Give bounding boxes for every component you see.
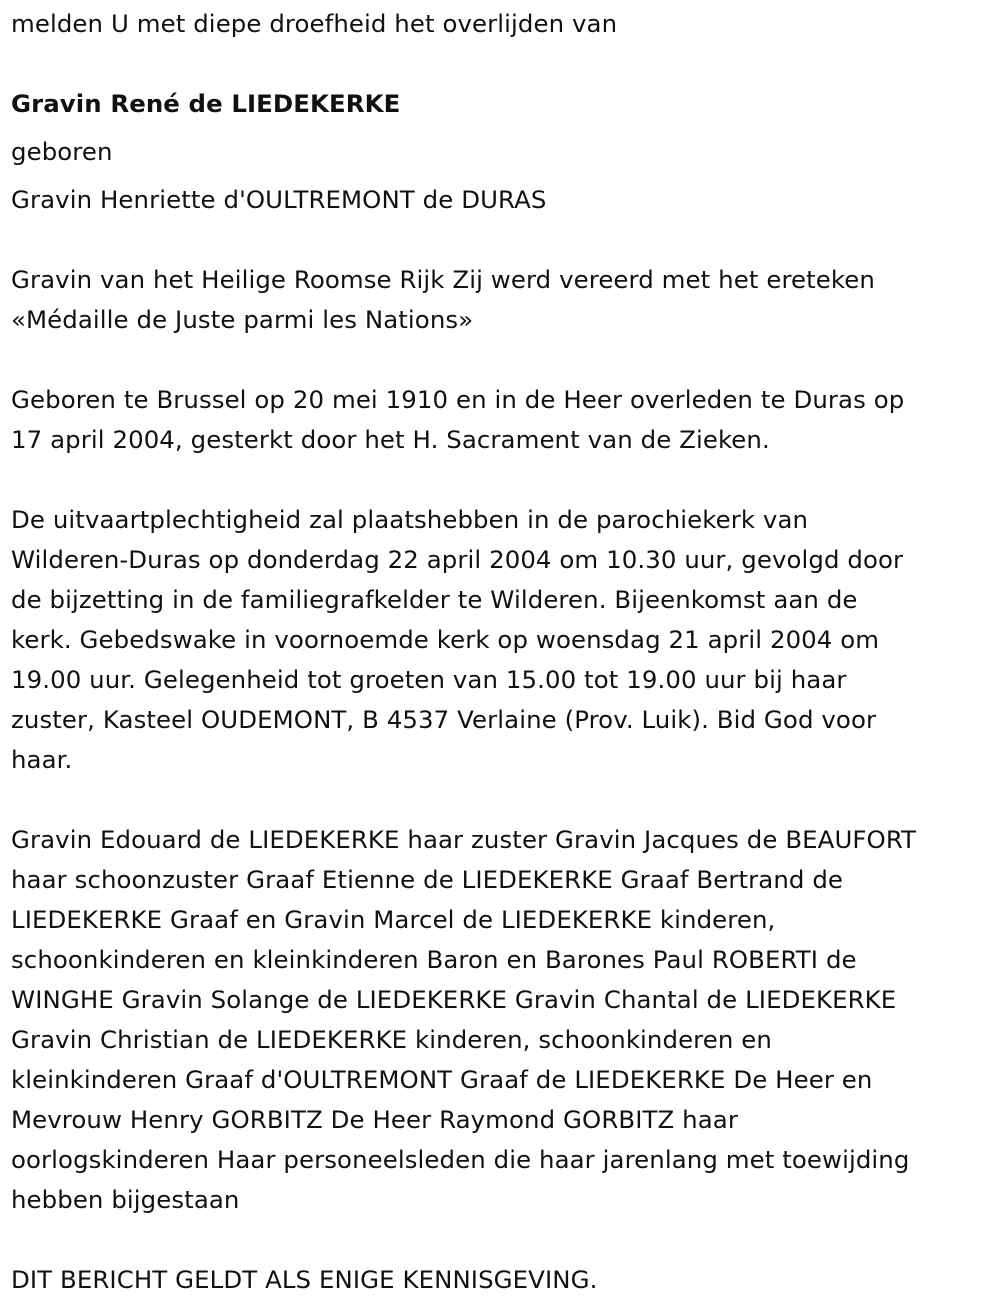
family-line: oorlogskinderen Haar personeelsleden die haar jarenlang met toewijding <box>11 1145 910 1174</box>
spacer <box>11 44 995 84</box>
funeral-line: kerk. Gebedswake in voornoemde kerk op woensdag 21 april 2004 om <box>11 625 880 654</box>
spacer <box>11 460 995 500</box>
funeral-line: haar. <box>11 745 73 774</box>
born-label: geboren <box>11 137 113 166</box>
birth-death-line: 17 april 2004, gesterkt door het H. Sacrament van de Zieken. <box>11 425 770 454</box>
funeral-line: Wilderen-Duras op donderdag 22 april 2004 om 10.30 uur, gevolgd door <box>11 545 904 574</box>
family-paragraph <box>11 820 995 1220</box>
family-line: LIEDEKERKE Graaf en Gravin Marcel de LIEDEKERKE kinderen, <box>11 905 776 934</box>
funeral-line: zuster, Kasteel OUDEMONT, B 4537 Verlaine (Prov. Luik). Bid God voor <box>11 705 877 734</box>
honor-paragraph <box>11 260 995 340</box>
family-line: hebben bijgestaan <box>11 1185 240 1214</box>
obituary-notice <box>11 4 995 1300</box>
spacer <box>11 780 995 820</box>
deceased-name: Gravin René de LIEDEKERKE <box>11 89 401 118</box>
funeral-line: de bijzetting in de familiegrafkelder te Wilderen. Bijeenkomst aan de <box>11 585 858 614</box>
maiden-name: Gravin Henriette d'OULTREMONT de DURAS <box>11 185 547 214</box>
family-line: WINGHE Gravin Solange de LIEDEKERKE Gravin Chantal de LIEDEKERKE <box>11 985 897 1014</box>
family-line: schoonkinderen en kleinkinderen Baron en Barones Paul ROBERTI de <box>11 945 857 974</box>
funeral-line: De uitvaartplechtigheid zal plaatshebben in de parochiekerk van <box>11 505 809 534</box>
family-line: Mevrouw Henry GORBITZ De Heer Raymond GORBITZ haar <box>11 1105 738 1134</box>
honor-line: «Médaille de Juste parmi les Nations» <box>11 305 474 334</box>
family-line: haar schoonzuster Graaf Etienne de LIEDEKERKE Graaf Bertrand de <box>11 865 844 894</box>
birth-death-line: Geboren te Brussel op 20 mei 1910 en in de Heer overleden te Duras op <box>11 385 905 414</box>
funeral-paragraph <box>11 500 995 780</box>
spacer <box>11 220 995 260</box>
family-line: Gravin Edouard de LIEDEKERKE haar zuster Gravin Jacques de BEAUFORT <box>11 825 917 854</box>
intro-text: melden U met diepe droefheid het overlijden van <box>11 9 618 38</box>
spacer <box>11 340 995 380</box>
family-line: kleinkinderen Graaf d'OULTREMONT Graaf de LIEDEKERKE De Heer en <box>11 1065 873 1094</box>
spacer <box>11 1220 995 1260</box>
funeral-line: 19.00 uur. Gelegenheid tot groeten van 15.00 tot 19.00 uur bij haar <box>11 665 847 694</box>
honor-line: Gravin van het Heilige Roomse Rijk Zij werd vereerd met het ereteken <box>11 265 875 294</box>
birth-death-paragraph <box>11 380 995 460</box>
closing-statement: DIT BERICHT GELDT ALS ENIGE KENNISGEVING. <box>11 1265 598 1294</box>
family-line: Gravin Christian de LIEDEKERKE kinderen, schoonkinderen en <box>11 1025 772 1054</box>
